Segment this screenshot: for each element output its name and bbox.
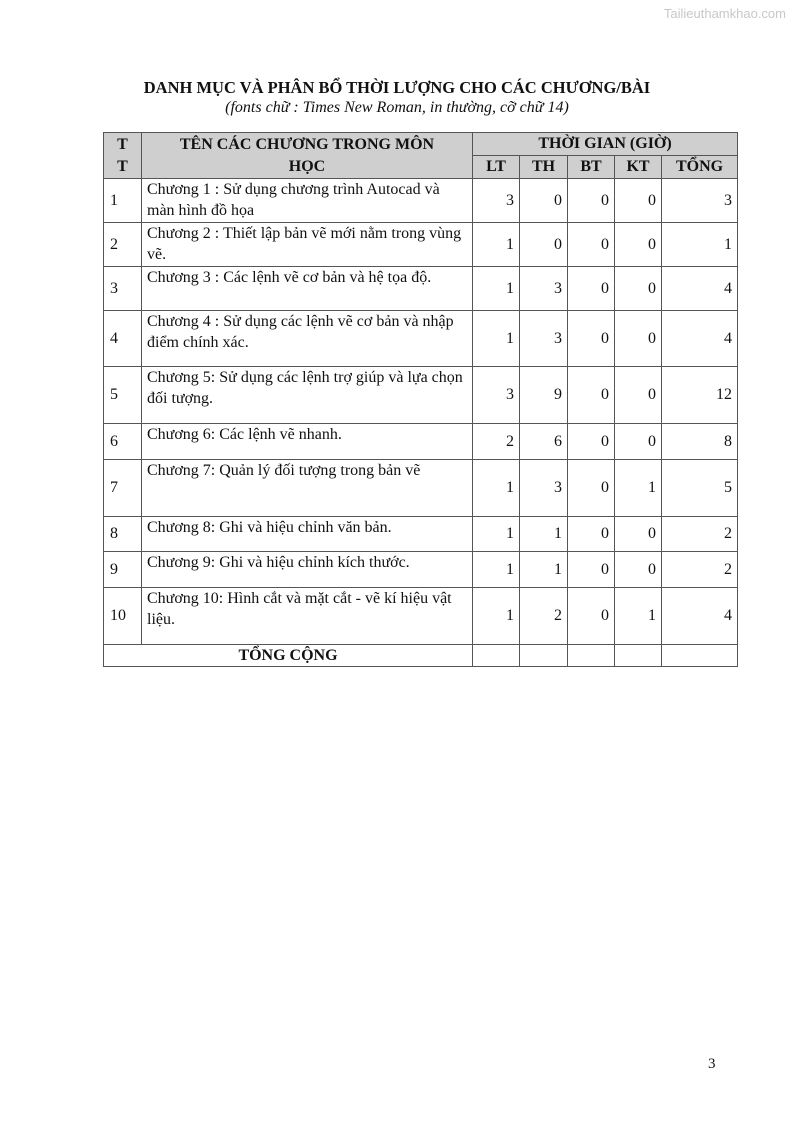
- row-kt: 0: [615, 223, 662, 267]
- row-chapter-name: Chương 6: Các lệnh vẽ nhanh.: [142, 424, 473, 460]
- row-tong: 5: [662, 460, 738, 517]
- row-bt: 0: [568, 588, 615, 645]
- total-lt: [473, 645, 520, 667]
- row-th: 3: [520, 267, 568, 311]
- row-chapter-name: Chương 5: Sử dụng các lệnh trợ giúp và lựa chọn đối tượng.: [142, 367, 473, 424]
- row-th: 0: [520, 223, 568, 267]
- row-kt: 1: [615, 588, 662, 645]
- table-header-row-1: [104, 133, 738, 156]
- total-th: [520, 645, 568, 667]
- total-tong: [662, 645, 738, 667]
- total-kt: [615, 645, 662, 667]
- page-number: 3: [708, 1056, 716, 1072]
- row-kt: 0: [615, 552, 662, 588]
- header-tt-line-2: T: [117, 157, 128, 175]
- row-tong: 2: [662, 552, 738, 588]
- row-stt: 6: [104, 424, 142, 460]
- table-row: [104, 424, 738, 460]
- row-kt: 0: [615, 517, 662, 552]
- row-chapter-name: Chương 8: Ghi và hiệu chỉnh văn bản.: [142, 517, 473, 552]
- row-chapter-name: Chương 10: Hình cắt và mặt cắt - vẽ kí hiệu vật liệu.: [142, 588, 473, 645]
- table-row: [104, 267, 738, 311]
- row-kt: 0: [615, 179, 662, 223]
- row-lt: 3: [473, 179, 520, 223]
- watermark-text: Tailieuthamkhao.com: [663, 6, 786, 21]
- row-tong: 1: [662, 223, 738, 267]
- row-lt: 1: [473, 517, 520, 552]
- row-kt: 0: [615, 424, 662, 460]
- row-stt: 10: [104, 588, 142, 645]
- header-tt: [104, 133, 142, 179]
- row-stt: 4: [104, 311, 142, 367]
- row-chapter-name: Chương 1 : Sử dụng chương trình Autocad và màn hình đồ họa: [142, 179, 473, 223]
- row-chapter-name: Chương 4 : Sử dụng các lệnh vẽ cơ bản và nhập điểm chính xác.: [142, 311, 473, 367]
- row-kt: 0: [615, 311, 662, 367]
- row-lt: 1: [473, 223, 520, 267]
- row-lt: 1: [473, 588, 520, 645]
- row-lt: 1: [473, 460, 520, 517]
- header-tong: TỔNG: [662, 156, 738, 179]
- row-kt: 0: [615, 267, 662, 311]
- row-tong: 4: [662, 311, 738, 367]
- header-time: THỜI GIAN (GIỜ): [473, 133, 738, 156]
- row-tong: 12: [662, 367, 738, 424]
- row-stt: 2: [104, 223, 142, 267]
- total-label: TỔNG CỘNG: [104, 645, 473, 667]
- row-tong: 4: [662, 267, 738, 311]
- header-tt-line-1: T: [117, 135, 128, 153]
- row-stt: 9: [104, 552, 142, 588]
- row-th: 0: [520, 179, 568, 223]
- row-th: 1: [520, 517, 568, 552]
- row-chapter-name: Chương 2 : Thiết lập bản vẽ mới nằm trong vùng vẽ.: [142, 223, 473, 267]
- row-kt: 1: [615, 460, 662, 517]
- row-tong: 8: [662, 424, 738, 460]
- chapter-time-table: [103, 132, 738, 667]
- header-kt: KT: [615, 156, 662, 179]
- row-th: 3: [520, 460, 568, 517]
- row-lt: 1: [473, 267, 520, 311]
- table-row: [104, 552, 738, 588]
- row-chapter-name: Chương 9: Ghi và hiệu chỉnh kích thước.: [142, 552, 473, 588]
- document-subtitle: (fonts chữ : Times New Roman, in thường, cỡ chữ 14): [225, 99, 569, 116]
- row-bt: 0: [568, 223, 615, 267]
- row-bt: 0: [568, 267, 615, 311]
- header-chapter-name: TÊN CÁC CHƯƠNG TRONG MÔN HỌC: [142, 133, 473, 179]
- total-bt: [568, 645, 615, 667]
- row-bt: 0: [568, 367, 615, 424]
- row-lt: 1: [473, 552, 520, 588]
- row-tong: 3: [662, 179, 738, 223]
- document-title: DANH MỤC VÀ PHÂN BỔ THỜI LƯỢNG CHO CÁC CHƯƠNG/BÀI: [143, 78, 651, 97]
- header-bt: BT: [568, 156, 615, 179]
- row-stt: 3: [104, 267, 142, 311]
- row-bt: 0: [568, 179, 615, 223]
- row-lt: 2: [473, 424, 520, 460]
- table-row: [104, 517, 738, 552]
- row-stt: 7: [104, 460, 142, 517]
- table-row: [104, 223, 738, 267]
- row-tong: 4: [662, 588, 738, 645]
- table-row: [104, 460, 738, 517]
- row-stt: 1: [104, 179, 142, 223]
- row-lt: 3: [473, 367, 520, 424]
- row-bt: 0: [568, 460, 615, 517]
- row-bt: 0: [568, 517, 615, 552]
- row-th: 2: [520, 588, 568, 645]
- header-th: TH: [520, 156, 568, 179]
- row-stt: 5: [104, 367, 142, 424]
- row-bt: 0: [568, 311, 615, 367]
- row-chapter-name: Chương 7: Quản lý đối tượng trong bản vẽ: [142, 460, 473, 517]
- row-lt: 1: [473, 311, 520, 367]
- row-th: 3: [520, 311, 568, 367]
- row-tong: 2: [662, 517, 738, 552]
- table-row: [104, 367, 738, 424]
- row-chapter-name: Chương 3 : Các lệnh vẽ cơ bản và hệ tọa độ.: [142, 267, 473, 311]
- row-th: 1: [520, 552, 568, 588]
- row-bt: 0: [568, 424, 615, 460]
- table-row: [104, 179, 738, 223]
- total-row: [104, 645, 738, 667]
- row-kt: 0: [615, 367, 662, 424]
- row-th: 6: [520, 424, 568, 460]
- row-th: 9: [520, 367, 568, 424]
- header-lt: LT: [473, 156, 520, 179]
- table-row: [104, 311, 738, 367]
- table-row: [104, 588, 738, 645]
- row-stt: 8: [104, 517, 142, 552]
- row-bt: 0: [568, 552, 615, 588]
